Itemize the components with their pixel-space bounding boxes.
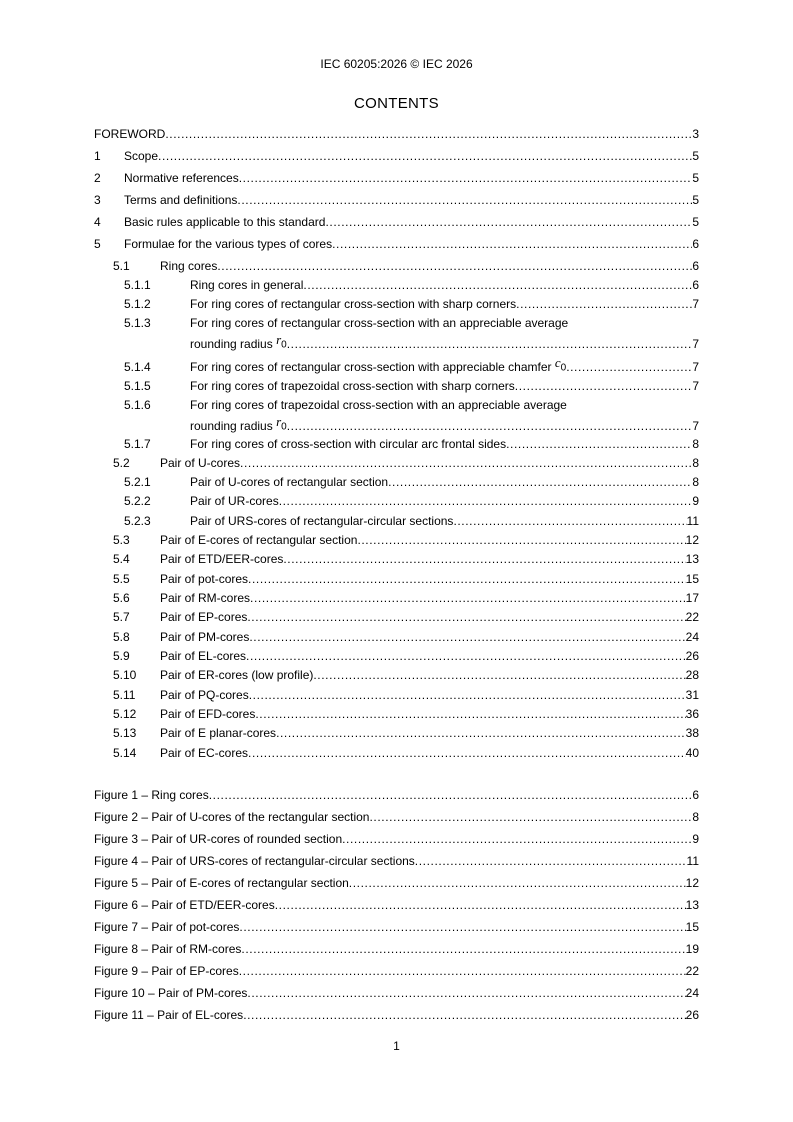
toc-entry-5-10[interactable]	[113, 668, 699, 683]
figure-page: 24	[685, 986, 699, 1000]
toc-entry-5-1-5[interactable]	[124, 379, 699, 394]
toc-page: 15	[685, 572, 699, 586]
toc-label-line1: For ring cores of rectangular cross-section with an appreciable average	[190, 316, 569, 330]
toc-entry-5-11[interactable]	[113, 688, 699, 703]
toc-page: 6	[692, 237, 699, 251]
toc-label: Pair of URS-cores of rectangular-circular sections	[190, 514, 454, 528]
toc-label: Pair of E-cores of rectangular section	[160, 533, 358, 547]
toc-page: 31	[685, 688, 699, 702]
figure-label: Figure 9 – Pair of EP-cores	[94, 964, 239, 978]
toc-label: Normative references	[124, 171, 239, 185]
toc-label: Pair of UR-cores	[190, 494, 279, 508]
toc-label: Pair of PQ-cores	[160, 688, 249, 702]
toc-number: 4	[94, 215, 101, 229]
toc-entry-5-3[interactable]	[113, 533, 699, 548]
variable-r: r	[276, 414, 282, 429]
figure-page: 22	[685, 964, 699, 978]
toc-entry-3[interactable]	[94, 193, 699, 208]
toc-page: 28	[685, 668, 699, 682]
toc-label: Pair of RM-cores	[160, 591, 251, 605]
toc-number: 5.11	[113, 688, 136, 702]
toc-page: 24	[685, 630, 699, 644]
toc-entry-2[interactable]	[94, 171, 699, 186]
figure-label: Figure 5 – Pair of E-cores of rectangular section	[94, 876, 349, 890]
toc-entry-5-2-3[interactable]	[124, 514, 699, 529]
toc-entry-5-1-2[interactable]	[124, 297, 699, 312]
toc-page: 40	[685, 746, 699, 760]
variable-r: r	[276, 332, 282, 347]
toc-page: 5	[692, 193, 699, 207]
toc-number: 5.12	[113, 707, 137, 721]
toc-entry-5-1-1[interactable]	[124, 278, 699, 293]
toc-page: 12	[685, 533, 699, 547]
figure-page: 6	[692, 788, 699, 802]
toc-page: 7	[692, 379, 699, 393]
toc-number: 5	[94, 237, 101, 251]
toc-page: 7	[692, 297, 699, 311]
toc-label: For ring cores of rectangular cross-section with sharp corners	[190, 297, 517, 311]
toc-entry-5-8[interactable]	[113, 630, 699, 645]
toc-label: For ring cores of cross-section with circular arc frontal sides	[190, 437, 507, 451]
toc-entry-5-2-2[interactable]	[124, 494, 699, 509]
toc-number: 5.7	[113, 610, 130, 624]
toc-entry-5-1-3[interactable]	[124, 316, 699, 352]
toc-number: 2	[94, 171, 101, 185]
toc-entry-5-1-6[interactable]	[124, 398, 699, 434]
toc-number: 1	[94, 149, 101, 163]
toc-entry-5-5[interactable]	[113, 572, 699, 587]
toc-page: 7	[692, 337, 699, 352]
toc-number: 5.13	[113, 726, 137, 740]
figure-entry-7[interactable]	[94, 920, 699, 935]
figure-label: Figure 6 – Pair of ETD/EER-cores	[94, 898, 275, 912]
toc-label: Pair of ER-cores (low profile)	[160, 668, 314, 682]
toc-label: Pair of PM-cores	[160, 630, 250, 644]
figure-entry-6[interactable]	[94, 898, 699, 913]
figure-entry-5[interactable]	[94, 876, 699, 891]
toc-entry-5-14[interactable]	[113, 746, 699, 761]
toc-number: 5.1.2	[124, 297, 151, 311]
toc-label: Pair of EC-cores	[160, 746, 249, 760]
toc-label: FOREWORD	[94, 127, 166, 141]
toc-page: 5	[692, 149, 699, 163]
toc-page: 11	[686, 514, 699, 528]
toc-label: Pair of EFD-cores	[160, 707, 256, 721]
toc-label: For ring cores of rectangular cross-section with appreciable chamfer	[190, 360, 552, 375]
figure-label: Figure 11 – Pair of EL-cores	[94, 1008, 244, 1022]
toc-page: 5	[692, 171, 699, 185]
toc-entry-5[interactable]	[94, 237, 699, 252]
figure-entry-3[interactable]	[94, 832, 699, 847]
toc-number: 5.4	[113, 552, 130, 566]
variable-c: c	[554, 355, 561, 370]
figure-entry-9[interactable]	[94, 964, 699, 979]
toc-entry-5-9[interactable]	[113, 649, 699, 664]
toc-number: 5.1.7	[124, 437, 151, 451]
toc-label: For ring cores of trapezoidal cross-section with sharp corners	[190, 379, 515, 393]
toc-label-line1: For ring cores of trapezoidal cross-section with an appreciable average	[190, 398, 567, 412]
toc-number: 5.1.4	[124, 360, 151, 375]
figure-label: Figure 1 – Ring cores	[94, 788, 209, 802]
toc-entry-5-4[interactable]	[113, 552, 699, 567]
toc-page: 5	[692, 215, 699, 229]
figure-page: 8	[692, 810, 699, 824]
toc-label: Pair of E planar-cores	[160, 726, 277, 740]
figure-label: Figure 3 – Pair of UR-cores of rounded section	[94, 832, 343, 846]
toc-number: 5.1.3	[124, 316, 151, 330]
figure-entry-8[interactable]	[94, 942, 699, 957]
figure-page: 11	[686, 854, 699, 868]
toc-number: 5.2.3	[124, 514, 151, 528]
toc-entry-4[interactable]	[94, 215, 699, 230]
toc-entry-5-6[interactable]	[113, 591, 699, 606]
toc-number: 5.1	[113, 259, 130, 273]
document-header: IEC 60205:2026 © IEC 2026	[320, 57, 473, 71]
toc-page: 8	[692, 437, 699, 451]
toc-page: 22	[685, 610, 699, 624]
toc-entry-5-1-4[interactable]	[124, 355, 699, 375]
figure-label: Figure 2 – Pair of U-cores of the rectangular section	[94, 810, 370, 824]
figure-entry-10[interactable]	[94, 986, 699, 1001]
toc-page: 7	[692, 360, 699, 375]
page-number: 1	[393, 1039, 400, 1053]
figure-page: 19	[685, 942, 699, 956]
figure-entry-1[interactable]	[94, 788, 699, 803]
toc-entry-5-13[interactable]	[113, 726, 699, 741]
figure-label: Figure 4 – Pair of URS-cores of rectangular-circular sections	[94, 854, 415, 868]
figure-page: 9	[692, 832, 699, 846]
toc-entry-5-2[interactable]	[113, 456, 699, 471]
toc-label: Formulae for the various types of cores	[124, 237, 333, 251]
figure-entry-4[interactable]	[94, 854, 699, 869]
toc-number: 5.1.5	[124, 379, 151, 393]
toc-label: Pair of EP-cores	[160, 610, 248, 624]
toc-number: 5.2.2	[124, 494, 151, 508]
figure-page: 15	[685, 920, 699, 934]
toc-label: Ring cores in general	[190, 278, 304, 292]
variable-subscript: 0	[560, 362, 567, 374]
toc-label-line2: rounding radius	[190, 337, 273, 352]
toc-label: Basic rules applicable to this standard	[124, 215, 326, 229]
toc-page: 8	[692, 456, 699, 470]
toc-entry-5-7[interactable]	[113, 610, 699, 625]
toc-page: 3	[692, 127, 699, 141]
toc-page: 26	[685, 649, 699, 663]
toc-page: 13	[685, 552, 699, 566]
toc-number: 5.6	[113, 591, 130, 605]
figure-label: Figure 7 – Pair of pot-cores	[94, 920, 240, 934]
toc-number: 5.10	[113, 668, 137, 682]
toc-label: Terms and definitions	[124, 193, 238, 207]
toc-page: 17	[685, 591, 699, 605]
toc-label: Pair of EL-cores	[160, 649, 247, 663]
toc-number: 5.9	[113, 649, 130, 663]
toc-page: 8	[692, 475, 699, 489]
toc-entry-5-1-7[interactable]	[124, 437, 699, 452]
toc-entry-5-1[interactable]	[113, 259, 699, 274]
toc-number: 5.14	[113, 746, 137, 760]
toc-number: 5.1.1	[124, 278, 151, 292]
toc-page: 38	[685, 726, 699, 740]
variable-subscript: 0	[281, 421, 287, 433]
toc-entry-foreword[interactable]	[94, 127, 699, 142]
toc-page: 7	[692, 419, 699, 434]
toc-number: 3	[94, 193, 101, 207]
toc-page: 6	[692, 259, 699, 273]
toc-label: Pair of ETD/EER-cores	[160, 552, 284, 566]
toc-label: Ring cores	[160, 259, 218, 273]
toc-label-line2: rounding radius	[190, 419, 273, 434]
toc-number: 5.8	[113, 630, 130, 644]
toc-entry-1[interactable]	[94, 149, 699, 164]
toc-number: 5.2.1	[124, 475, 151, 489]
figure-entry-11[interactable]	[94, 1008, 699, 1023]
toc-entry-5-2-1[interactable]	[124, 475, 699, 490]
toc-number: 5.2	[113, 456, 130, 470]
toc-page: 6	[692, 278, 699, 292]
figure-label: Figure 10 – Pair of PM-cores	[94, 986, 248, 1000]
toc-label: Pair of pot-cores	[160, 572, 249, 586]
figure-page: 26	[685, 1008, 699, 1022]
figure-label: Figure 8 – Pair of RM-cores	[94, 942, 242, 956]
toc-number: 5.3	[113, 533, 130, 547]
toc-label: Scope	[124, 149, 159, 163]
variable-subscript: 0	[281, 339, 287, 351]
toc-number: 5.1.6	[124, 398, 151, 412]
toc-label: Pair of U-cores of rectangular section	[190, 475, 389, 489]
figure-page: 12	[685, 876, 699, 890]
page-title: CONTENTS	[354, 95, 439, 112]
toc-label: Pair of U-cores	[160, 456, 241, 470]
figure-entry-2[interactable]	[94, 810, 699, 825]
figure-page: 13	[685, 898, 699, 912]
toc-number: 5.5	[113, 572, 130, 586]
toc-page: 36	[685, 707, 699, 721]
toc-page: 9	[692, 494, 699, 508]
toc-entry-5-12[interactable]	[113, 707, 699, 722]
